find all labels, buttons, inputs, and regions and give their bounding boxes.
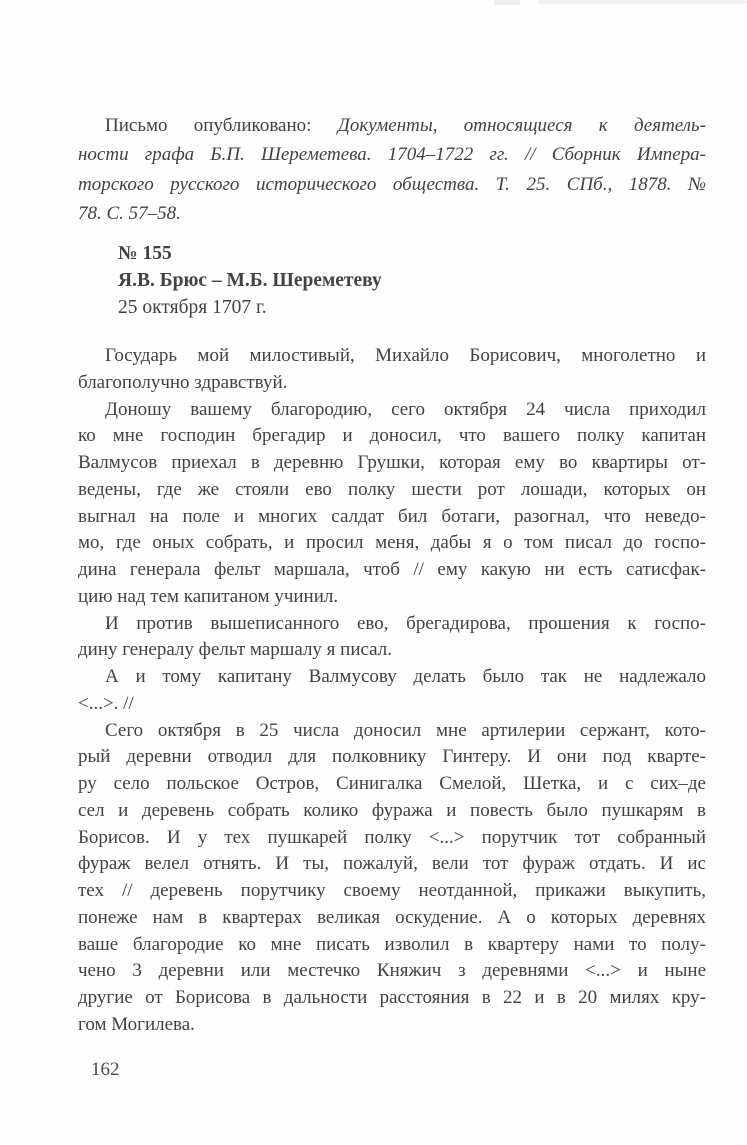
text-line: другие от Борисова в дальности расстояния в 22 и в 20 милях кру- [78, 987, 706, 1008]
text-line: И против вышеписанного ево, брегадирова, прошения к госпо- [105, 612, 706, 634]
letter-body [78, 343, 706, 1039]
text-line: А и тому капитану Валмусову делать было так не надлежало [105, 666, 706, 687]
text-line: Доношу вашему благородию, сего октября 24 числа приходил [105, 398, 706, 420]
text-line: торского русского исторического общества. Т. 25. СПб., 1878. № [78, 173, 706, 195]
text-line [78, 111, 706, 140]
document-date: 25 октября 1707 г. [118, 297, 267, 318]
text-line: ности графа Б.П. Шереметева. 1704–1722 гг. // Сборник Импера- [78, 144, 706, 166]
text-line: гом Могилева. [78, 1013, 195, 1035]
page-number: 162 [91, 1059, 120, 1080]
text-line: Сего октября в 25 числа доносил мне артилерии сержант, кото- [105, 719, 706, 741]
letter-paragraph [78, 718, 706, 1039]
text-line: цию над тем капитаном учинил. [78, 585, 339, 607]
text-line: мо, где оных собрать, и просил меня, дабы я о том писал до госпо- [78, 532, 706, 554]
document-heading [118, 240, 382, 321]
text-line: 78. С. 57–58. [78, 203, 181, 225]
scan-artifact [494, 0, 520, 5]
text-line: Государь мой милостивый, Михайло Борисович, многолетно и [105, 345, 706, 366]
letter-paragraph [78, 397, 706, 611]
text-line: Валмусов приехал в деревню Грушки, которая ему во квартиры от- [78, 452, 706, 473]
text-line: понеже нам в квартерах великая оскудение. А о которых деревнях [78, 906, 706, 928]
text-line: благополучно здравствуй. [78, 371, 288, 393]
note-prefix: Письмо опубликовано: [105, 115, 338, 136]
text-line: рый деревни отводил для полковнику Гинтеру. И они под кварте- [78, 746, 706, 768]
publication-note [78, 111, 706, 229]
text-line: сел и деревень собрать колико фуража и повесть было пушкарям в [78, 799, 706, 821]
text-line: Борисов. И у тех пушкарей полку <...> порутчик тот собранный [78, 826, 706, 848]
text-line: чено 3 деревни или местечко Княжич з деревнями <...> и ныне [78, 960, 706, 982]
note-citation: Документы, относящиеся к деятель- [337, 115, 707, 136]
text-line: тех // деревень порутчику своему неотданной, прикажи выкупить, [78, 880, 706, 901]
text-line: ведены, где же стояли ево полку шести рот лошади, которых он [78, 478, 706, 500]
document-number: № 155 [118, 243, 172, 264]
letter-paragraph [78, 664, 706, 718]
text-line: фураж велел отнять. И ты, пожалуй, вели тот фураж отдать. И ис [78, 853, 706, 875]
text-line: выгнал на поле и многих салдат бил ботаги, разогнал, что неведо- [78, 505, 706, 527]
letter-paragraph [78, 343, 706, 397]
text-line: <...>. // [78, 692, 134, 714]
text-line: ко мне господин брегадир и доносил, что вашего полку капитан [78, 425, 706, 447]
scan-artifact [538, 0, 747, 4]
text-line: ваше благородие ко мне писать изволил в квартеру нами то полу- [78, 933, 706, 955]
letter-paragraph [78, 611, 706, 665]
document-title: Я.В. Брюс – М.Б. Шереметеву [118, 270, 382, 291]
text-line: ру село польское Остров, Синигалка Смелой, Шетка, и с сих–де [78, 773, 706, 794]
text-line: дину генералу фельт маршалу я писал. [78, 639, 392, 661]
text-line: дина генерала фельт маршала, чтоб // ему какую ни есть сатисфак- [78, 559, 706, 580]
